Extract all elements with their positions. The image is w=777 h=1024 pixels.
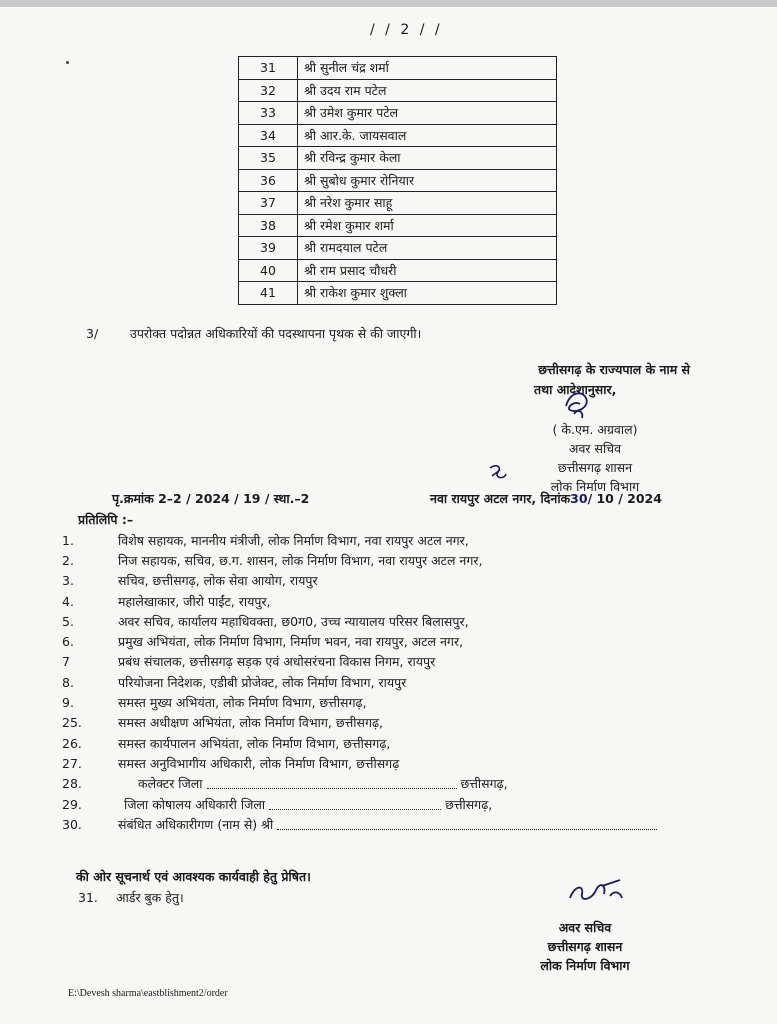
officer-signature-block <box>520 420 670 496</box>
date-suffix: / 10 / 2024 <box>587 491 662 506</box>
list-item-text: परियोजना निदेशक, एडीबी प्रोजेक्ट, लोक निर्माण विभाग, रायपुर <box>118 674 407 690</box>
serial-number-cell: 38 <box>239 214 298 237</box>
table-row <box>239 79 557 102</box>
list-item <box>62 530 661 550</box>
authority-line-1: छत्तीसगढ़ के राज्यपाल के नाम से <box>538 362 690 377</box>
list-item-text: समस्त कार्यपालन अभियंता, लोक निर्माण विभाग, छत्तीसगढ़, <box>118 735 391 751</box>
list-item <box>62 611 661 631</box>
list-item-number: 8. <box>62 674 74 690</box>
blank-fill-line <box>277 819 657 830</box>
serial-number-cell: 35 <box>239 147 298 170</box>
paragraph-text: उपरोक्त पदोन्नत अधिकारियों की पदस्थापना पृथक से की जाएगी। <box>129 326 422 341</box>
blank-fill-line <box>207 778 457 789</box>
list-item <box>62 550 661 570</box>
table-row <box>239 259 557 282</box>
officer-name-cell: श्री उदय राम पटेल <box>298 79 557 102</box>
table-row <box>239 147 557 170</box>
list-item-text: समस्त अनुविभागीय अधिकारी, लोक निर्माण विभाग, छत्तीसगढ़ <box>118 755 400 771</box>
list-item <box>62 753 661 773</box>
officer-designation: अवर सचिव <box>568 441 622 456</box>
issuer-department: लोक निर्माण विभाग <box>540 958 630 973</box>
signature-mark-lower <box>566 876 626 906</box>
serial-number-cell: 34 <box>239 124 298 147</box>
list-item-28 <box>62 774 661 794</box>
officer-name-cell: श्री सुबोध कुमार रोनियार <box>298 169 557 192</box>
list-item-29 <box>62 794 661 814</box>
serial-number-cell: 39 <box>239 237 298 260</box>
list-item <box>62 672 661 692</box>
serial-number-cell: 36 <box>239 169 298 192</box>
table-row <box>239 214 557 237</box>
officer-name-cell: श्री रामदयाल पटेल <box>298 237 557 260</box>
list-item-number: 9. <box>62 695 74 711</box>
list-item-text: आर्डर बुक हेतु। <box>115 890 184 905</box>
place-date-prefix: नवा रायपुर अटल नगर, दिनांक <box>430 491 571 506</box>
list-item <box>62 652 661 672</box>
list-item <box>62 692 661 712</box>
file-path: E:\Devesh sharma\eastblishment2/order <box>68 988 228 999</box>
list-item-text: समस्त अधीक्षण अभियंता, लोक निर्माण विभाग, छत्तीसगढ़, <box>118 715 383 731</box>
blank-fill-line <box>269 799 441 810</box>
list-item-text: सचिव, छत्तीसगढ़, लोक सेवा आयोग, रायपुर <box>118 573 318 589</box>
list-item-number: 31. <box>78 890 98 905</box>
officer-name-cell: श्री नरेश कुमार साहू <box>298 192 557 215</box>
table-row <box>239 237 557 260</box>
officer-name-cell: श्री राम प्रसाद चौधरी <box>298 259 557 282</box>
list-item-text: समस्त मुख्य अभियंता, लोक निर्माण विभाग, छत्तीसगढ़, <box>118 695 367 711</box>
list-item-30 <box>62 814 661 834</box>
issuer-designation: अवर सचिव <box>558 920 612 935</box>
authority-line-2: तथा आदेशानुसार, <box>534 382 617 397</box>
officer-name: ( के.एम. अग्रवाल) <box>552 422 638 437</box>
list-item-suffix: छत्तीसगढ़, <box>445 796 493 812</box>
list-item-number: 27. <box>62 755 82 771</box>
list-item-label: संबंधित अधिकारीगण (नाम से) श्री <box>118 816 274 832</box>
list-item-text: प्रमुख अभियंता, लोक निर्माण विभाग, निर्माण भवन, नवा रायपुर, अटल नगर, <box>118 634 464 650</box>
list-item <box>62 713 661 733</box>
officer-name-cell: श्री रविन्द्र कुमार केला <box>298 147 557 170</box>
serial-number-cell: 33 <box>239 102 298 125</box>
list-item <box>62 591 661 611</box>
list-item-text: प्रबंध संचालक, छत्तीसगढ़ सड़क एवं अधोसरंचना विकास निगम, रायपुर <box>118 654 436 670</box>
serial-number-cell: 31 <box>239 57 298 80</box>
officer-table-body <box>239 57 557 305</box>
list-item-number: 6. <box>62 634 74 650</box>
list-item-suffix: छत्तीसगढ़, <box>460 776 508 792</box>
serial-number-cell: 40 <box>239 259 298 282</box>
list-item-number: 7 <box>62 654 70 670</box>
issuer-signature-block <box>510 918 660 975</box>
list-item-label: कलेक्टर जिला <box>138 776 203 792</box>
list-item-number: 5. <box>62 613 74 629</box>
order-reference: पृ.क्रमांक 2–2 / 2024 / 19 / स्था.–2 <box>112 491 310 506</box>
list-item-number: 30. <box>62 816 82 832</box>
list-item-number: 4. <box>62 593 74 609</box>
serial-number-cell: 32 <box>239 79 298 102</box>
list-item-number: 25. <box>62 715 82 731</box>
list-item-text: विशेष सहायक, माननीय मंत्रीजी, लोक निर्माण विभाग, नवा रायपुर अटल नगर, <box>118 532 469 548</box>
list-item-text: निज सहायक, सचिव, छ.ग. शासन, लोक निर्माण विभाग, नवा रायपुर अटल नगर, <box>118 552 483 568</box>
copy-rows <box>62 530 661 774</box>
list-item-number: 2. <box>62 552 74 568</box>
table-row <box>239 102 557 125</box>
page-top-edge <box>0 0 777 7</box>
paragraph-3 <box>86 325 421 342</box>
paragraph-number: 3/ <box>86 326 99 341</box>
table-row <box>239 282 557 305</box>
signature-mark-upper <box>560 386 594 420</box>
list-item-number: 26. <box>62 735 82 751</box>
table-row <box>239 192 557 215</box>
list-item-number: 1. <box>62 532 74 548</box>
list-item-number: 3. <box>62 573 74 589</box>
serial-number-cell: 37 <box>239 192 298 215</box>
serial-number-cell: 41 <box>239 282 298 305</box>
send-line: की ओर सूचनार्थ एवं आवश्यक कार्यवाही हेतु प्रेषित। <box>76 869 311 884</box>
stray-mark <box>66 61 69 64</box>
officer-name-cell: श्री रमेश कुमार शर्मा <box>298 214 557 237</box>
date-day-handwritten: 30 <box>570 491 588 506</box>
list-item-label: जिला कोषालय अधिकारी जिला <box>124 796 266 812</box>
list-item-text: अवर सचिव, कार्यालय महाधिवक्ता, छ0ग0, उच्च न्यायालय परिसर बिलासपुर, <box>118 613 469 629</box>
list-item-number: 28. <box>62 776 82 792</box>
table-row <box>239 124 557 147</box>
copy-list <box>62 530 661 834</box>
table-row <box>239 169 557 192</box>
list-item-number: 29. <box>62 796 82 812</box>
table-row <box>239 57 557 80</box>
list-item-31 <box>78 889 184 906</box>
list-item <box>62 733 661 753</box>
list-item <box>62 571 661 591</box>
list-item-text: महालेखाकार, जीरो पाईंट, रायपुर, <box>118 593 271 609</box>
officer-name-cell: श्री सुनील चंद्र शर्मा <box>298 57 557 80</box>
list-item <box>62 631 661 651</box>
issuer-government: छत्तीसगढ़ शासन <box>547 939 623 954</box>
officer-name-cell: श्री राकेश कुमार शुक्ला <box>298 282 557 305</box>
page-number: / / 2 / / <box>370 22 443 38</box>
officer-department: लोक निर्माण विभाग <box>550 479 640 494</box>
officer-table <box>238 56 557 305</box>
officer-name-cell: श्री आर.के. जायसवाल <box>298 124 557 147</box>
copy-heading: प्रतिलिपि :– <box>78 512 134 527</box>
place-date <box>430 490 662 507</box>
initial-mark <box>486 462 510 484</box>
officer-name-cell: श्री उमेश कुमार पटेल <box>298 102 557 125</box>
officer-government: छत्तीसगढ़ शासन <box>557 460 633 475</box>
